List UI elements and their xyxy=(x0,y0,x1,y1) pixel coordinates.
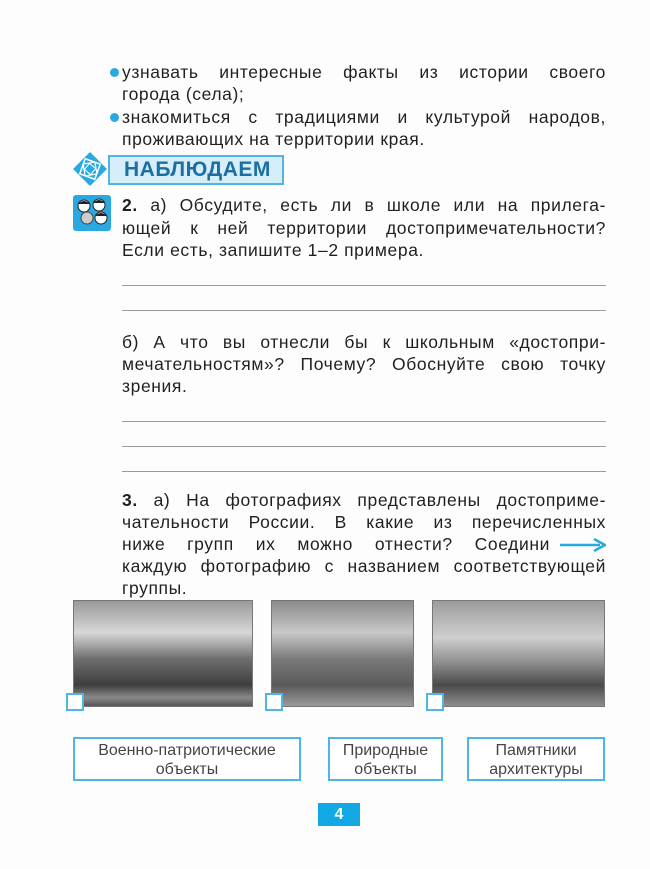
bullet-icon xyxy=(110,113,119,122)
answer-line[interactable] xyxy=(122,471,606,472)
task-text: а) Обсудите, есть ли в школе или на прилега- xyxy=(150,195,607,215)
group-label: объекты xyxy=(155,761,219,778)
task2-text: ющей к ней территории достопримечательности? xyxy=(122,218,606,238)
task3-text xyxy=(122,489,606,511)
answer-line[interactable] xyxy=(122,421,606,422)
task2b-text: зрения. xyxy=(122,376,188,396)
answer-line[interactable] xyxy=(122,310,606,311)
task2-text xyxy=(122,194,606,216)
photo-rock-pillars xyxy=(73,600,253,707)
answer-line[interactable] xyxy=(122,285,606,286)
goal-text: проживающих на территории края. xyxy=(122,129,425,149)
task-text: а) На фотографиях представлены достоприме- xyxy=(153,490,606,510)
group-label: архитектуры xyxy=(489,761,583,778)
task-number: 2. xyxy=(122,195,138,215)
task3-text: ниже групп их можно отнести? Соедини xyxy=(122,534,550,554)
goal-text: города (села); xyxy=(122,84,245,104)
observe-icon xyxy=(72,151,108,187)
group-architecture[interactable] xyxy=(467,737,605,781)
task2b-text: мечательностям»? Почему? Обоснуйте свою точку xyxy=(122,354,606,374)
page-number: 4 xyxy=(318,803,360,826)
group-natural[interactable] xyxy=(328,737,443,781)
group-label: Военно-патриотические xyxy=(98,742,276,759)
arrow-right-icon xyxy=(560,538,606,552)
goal-text: узнавать интересные факты из истории своего xyxy=(122,62,606,82)
task3-text: каждую фотографию с названием соответствующей xyxy=(122,556,606,576)
group-work-icon xyxy=(73,195,111,231)
goal-text: знакомиться с традициями и культурой народов, xyxy=(122,107,606,127)
answer-line[interactable] xyxy=(122,446,606,447)
photo-war-memorial xyxy=(432,600,605,707)
section-header: НАБЛЮДАЕМ xyxy=(108,155,284,185)
task3-text: чательности России. В какие из перечисленных xyxy=(122,512,606,532)
group-military-patriotic[interactable] xyxy=(73,737,301,781)
task2b-text: б) А что вы отнесли бы к школьным «достопри- xyxy=(122,332,606,352)
answer-checkbox[interactable] xyxy=(66,693,84,711)
answer-checkbox[interactable] xyxy=(426,693,444,711)
answer-checkbox[interactable] xyxy=(265,693,283,711)
group-label: объекты xyxy=(354,761,417,778)
bullet-icon xyxy=(110,68,119,77)
group-label: Природные xyxy=(342,742,429,759)
photo-st-basils-cathedral xyxy=(271,600,414,707)
group-label: Памятники xyxy=(495,742,577,759)
task2-text: Если есть, запишите 1–2 примера. xyxy=(122,240,424,260)
task-number: 3. xyxy=(122,490,138,510)
task3-text: группы. xyxy=(122,578,188,598)
